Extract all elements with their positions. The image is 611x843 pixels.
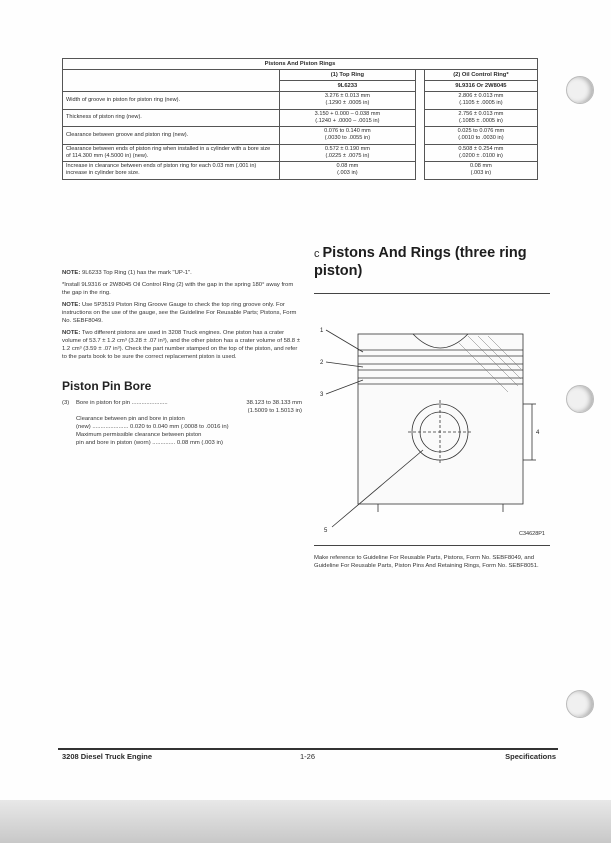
figure-id: C34628P1 bbox=[519, 531, 545, 537]
section-heading-pistons-rings: c Pistons And Rings (three ring piston) bbox=[314, 245, 527, 279]
footer-section: Specifications bbox=[505, 752, 556, 761]
change-marker: c bbox=[314, 248, 320, 260]
reference-text: Make reference to Guideline For Reusable Parts, Pistons, Form No. SEBF8049, and Guideline For Reusable Parts, Piston Pins And Retaining Rings, Form No. SEBF8051. bbox=[314, 555, 539, 569]
install-note: *Install 9L9316 or 2W8045 Oil Control Ring (2) with the gap in the spring 180° away from the gap in the ring. bbox=[62, 281, 294, 296]
binder-hole-icon bbox=[566, 690, 594, 718]
callout-4: 4 bbox=[536, 430, 540, 436]
col-header-top-ring: (1) Top Ring bbox=[280, 70, 416, 81]
note-groove-gauge: NOTE: Use 5P3519 Piston Ring Groove Gauge to check the top ring groove only. For instructions on the use of the gauge, see the Guideline For Reusable Parts; Pistons, Form No. SEBF8049. bbox=[62, 301, 297, 324]
table-row: Increase in clearance between ends of piston ring for each 0.03 mm (.001 in) increase in cylinder bore size. 0.08 mm (.003 in) 0.08 mm (.003 in) bbox=[63, 162, 538, 180]
part-number-oil: 9L9316 Or 2W8045 bbox=[424, 81, 537, 92]
piston-diagram bbox=[318, 322, 558, 544]
page-footer bbox=[62, 752, 556, 766]
note-top-ring: NOTE: 9L6233 Top Ring (1) has the mark "UP-1". bbox=[62, 270, 192, 276]
pistons-rings-spec-table bbox=[62, 58, 538, 180]
binder-hole-icon bbox=[566, 385, 594, 413]
page-number: 1-26 bbox=[300, 752, 316, 761]
left-column bbox=[62, 270, 302, 448]
pin-bore-spec: (3) Bore in piston for pin ...................... 38.123 to 38.133 mm (1.5009 to 1.5013 in) bbox=[62, 399, 302, 414]
pin-clearance-spec: Clearance between pin and bore in piston (new) ...................... 0.020 to 0.040 mm (.0008 to .0016 in) Maximum permissible clearance between piston pin and bore in piston (worn) .............. 0.08 mm (.003 in) bbox=[76, 415, 229, 446]
note-pistons: NOTE: Two different pistons are used in 3208 Truck engines. One piston has a crater volume of 53.7 ± 1.2 cm³ (3.28 ± .07 in³), and the other piston has a crater volume of 58.8 ± 1.2 cm³ (3.59 ± .07 in³). Check the part number stamped on the top of the piston, and refer to the parts book to be sure the correct replacement piston is used. bbox=[62, 329, 300, 360]
table-row: Clearance between groove and piston ring (new). 0.076 to 0.140 mm (.0030 to .0055 in) 0.025 to 0.076 mm (.0010 to .0030 in) bbox=[63, 127, 538, 145]
scan-edge bbox=[0, 800, 611, 843]
callout-5: 5 bbox=[324, 528, 328, 534]
col-header-oil-ring: (2) Oil Control Ring* bbox=[424, 70, 537, 81]
callout-1: 1 bbox=[320, 328, 324, 334]
callout-3: 3 bbox=[320, 392, 324, 398]
part-number-top: 9L6233 bbox=[280, 81, 416, 92]
callout-2: 2 bbox=[320, 360, 324, 366]
piston-cross-section-illustration bbox=[318, 322, 558, 544]
binder-hole-icon bbox=[566, 76, 594, 104]
footer-rule bbox=[58, 748, 558, 750]
table-row: Thickness of piston ring (new). 3.150 + 0.000 – 0.038 mm (.1240 + .0000 – .0015 in) 2.756 ± 0.013 mm (.1085 ± .0005 in) bbox=[63, 109, 538, 127]
footer-manual-title: 3208 Diesel Truck Engine bbox=[62, 752, 153, 761]
section-title-piston-pin-bore: Piston Pin Bore bbox=[62, 378, 152, 393]
heading-rule bbox=[314, 293, 550, 294]
figure-rule bbox=[314, 545, 550, 546]
table-row: Width of groove in piston for piston ring (new). 3.276 ± 0.013 mm (.1290 ± .0005 in) 2.806 ± 0.013 mm (.1105 ± .0005 in) bbox=[63, 92, 538, 110]
table-title: Pistons And Piston Rings bbox=[63, 59, 538, 70]
table-row: Clearance between ends of piston ring when installed in a cylinder with a bore size of 114.300 mm (4.5000 in) (new). 0.572 ± 0.190 mm (.0225 ± .0075 in) 0.508 ± 0.254 mm (.0200 ± .0100 in) bbox=[63, 144, 538, 162]
